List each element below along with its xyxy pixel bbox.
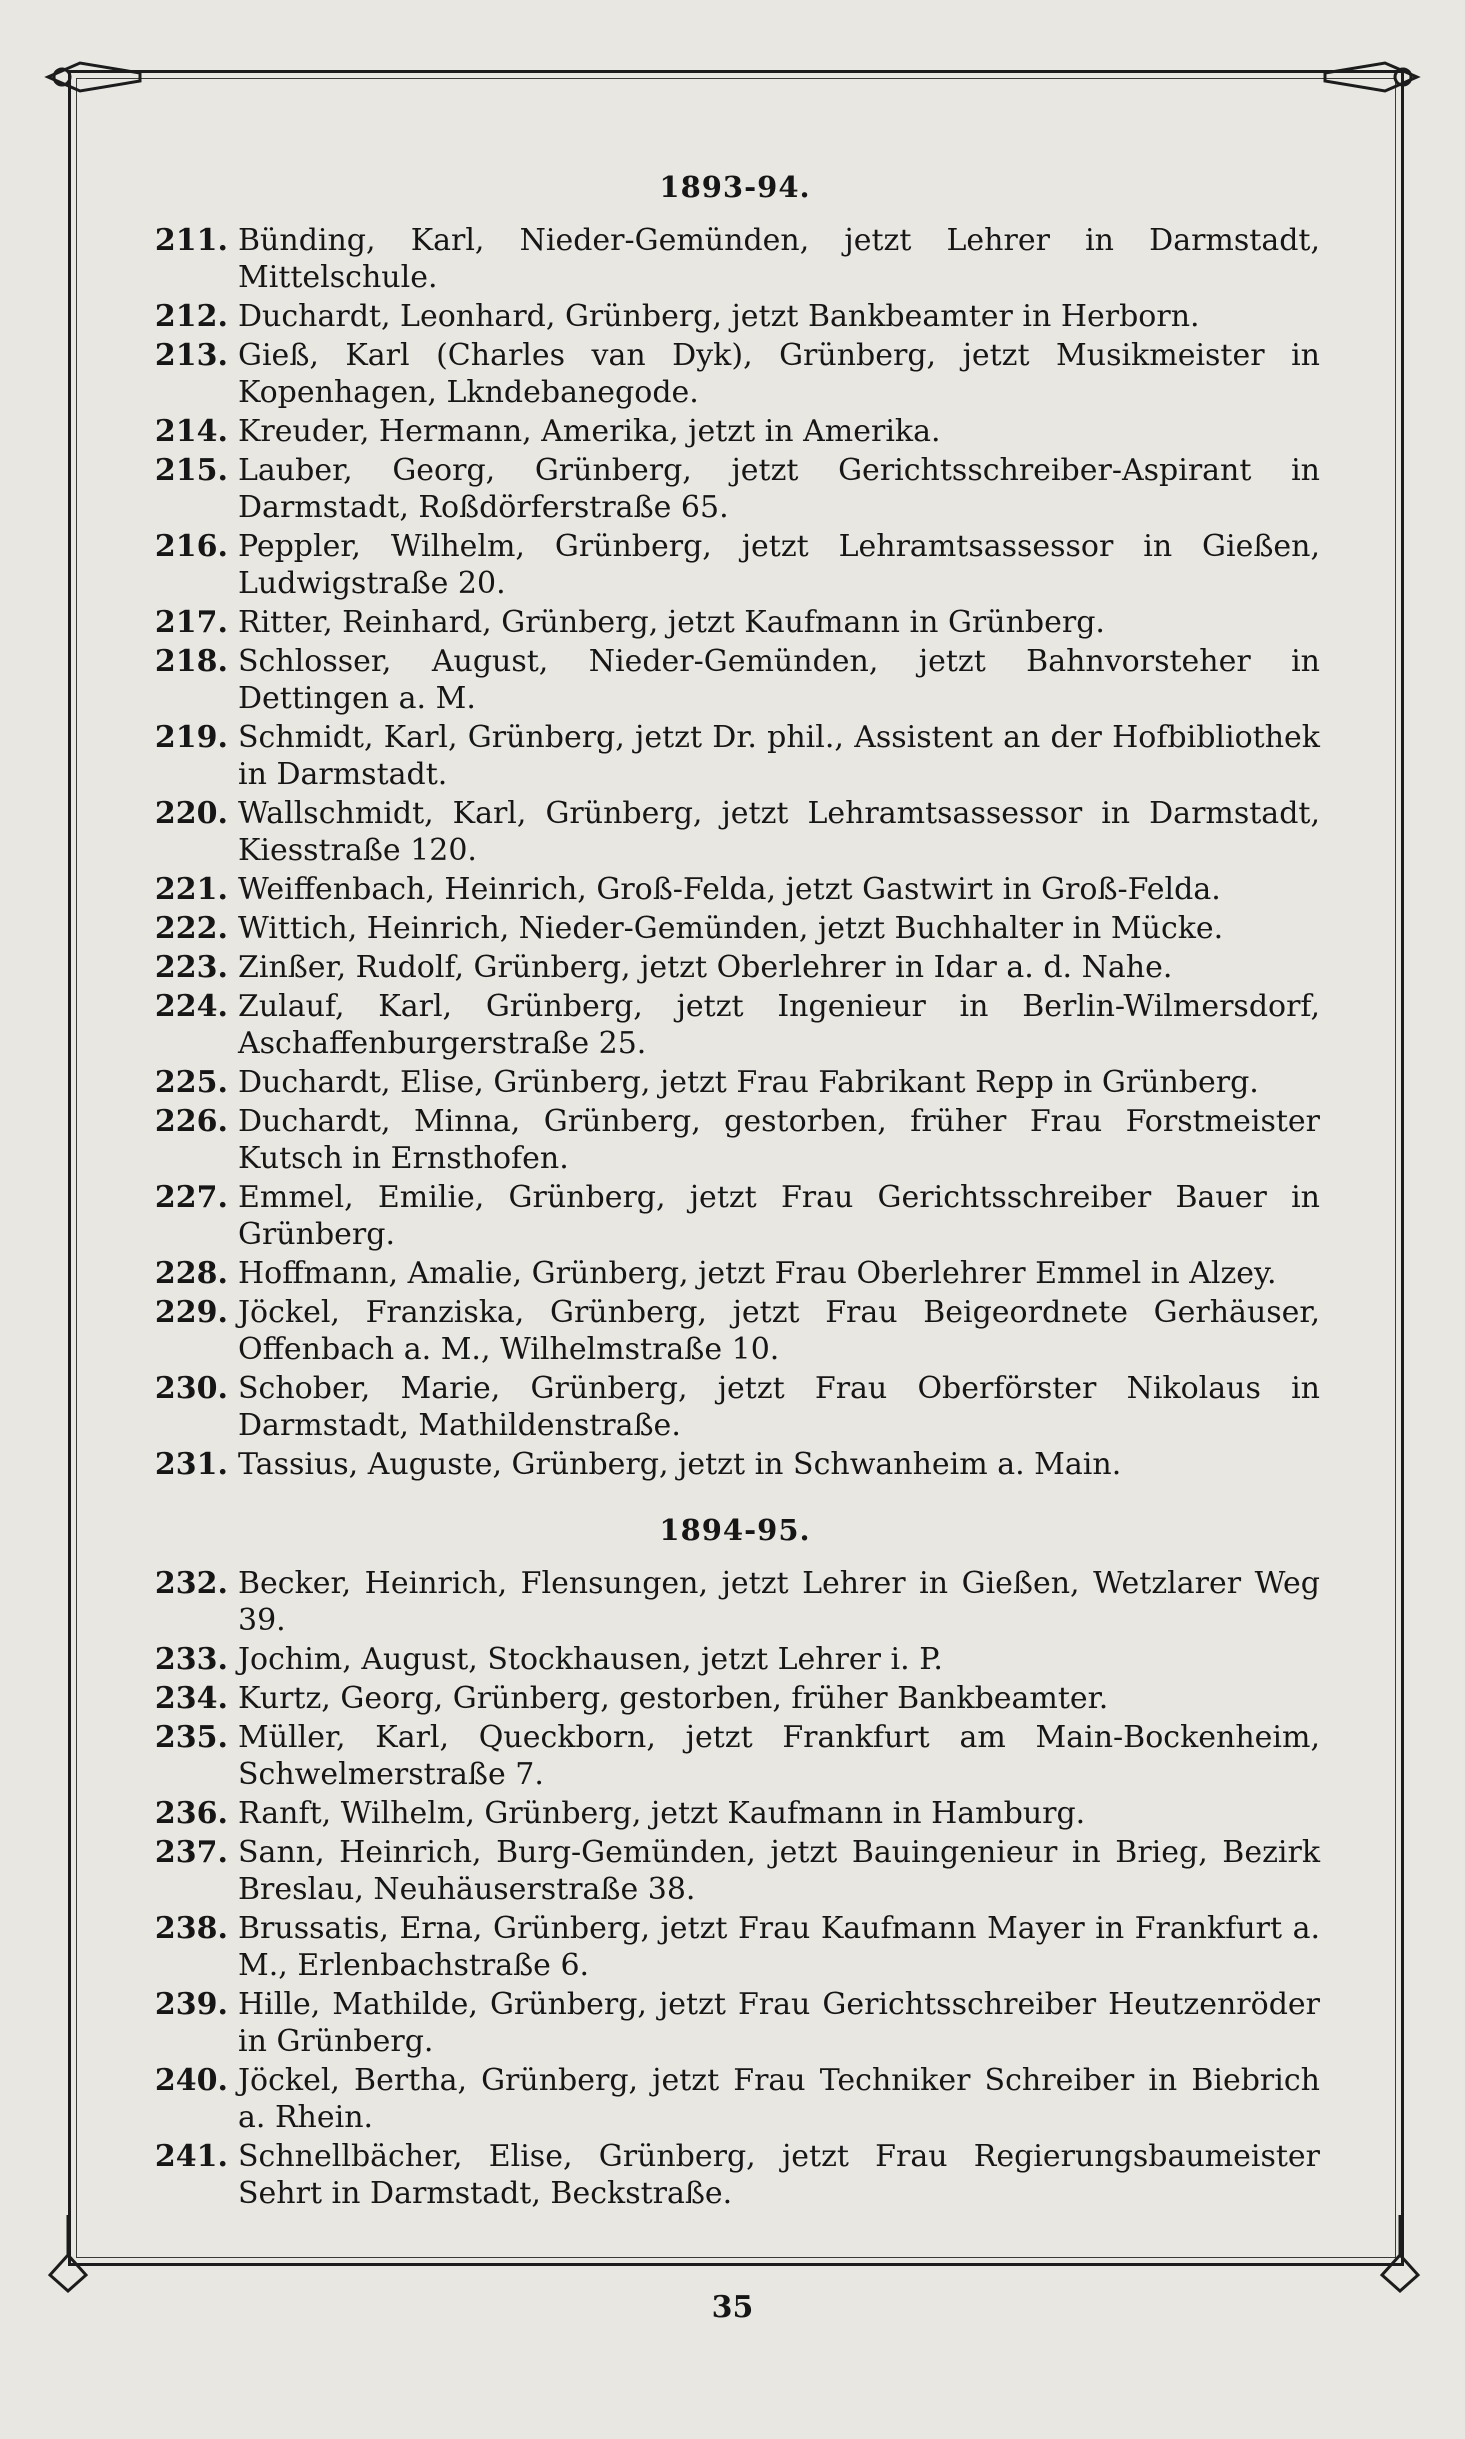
- ornament-bottom-right-icon: [1330, 2215, 1440, 2295]
- list-item: [150, 1446, 1320, 1483]
- entry-number: 233.: [154, 1642, 228, 1677]
- entry-text: Becker, Heinrich, Flensungen, jetzt Lehrer in Gießen, Wetzlarer Weg 39.: [238, 1566, 1320, 1638]
- list-item: [150, 871, 1320, 908]
- list-item: [150, 1641, 1320, 1678]
- entry-number: 215.: [154, 453, 228, 488]
- list-item: [150, 1565, 1320, 1639]
- entry-text: Wallschmidt, Karl, Grünberg, jetzt Lehramtsassessor in Darmstadt, Kiesstraße 120.: [238, 796, 1320, 868]
- entry-number: 211.: [154, 223, 228, 258]
- entry-number: 236.: [154, 1796, 228, 1831]
- entry-text: Zulauf, Karl, Grünberg, jetzt Ingenieur in Berlin-Wilmersdorf, Aschaffenburgerstraße 25.: [238, 989, 1320, 1061]
- entry-number: 216.: [154, 529, 228, 564]
- entry-number: 224.: [154, 989, 228, 1024]
- entry-number: 232.: [154, 1566, 228, 1601]
- list-item: [150, 1064, 1320, 1101]
- entry-number: 227.: [154, 1180, 228, 1215]
- entry-text: Gieß, Karl (Charles van Dyk), Grünberg, jetzt Musikmeister in Kopenhagen, Lkndebanegode.: [238, 338, 1320, 410]
- entry-text: Lauber, Georg, Grünberg, jetzt Gerichtsschreiber-Aspirant in Darmstadt, Roßdörferstraße 65.: [238, 453, 1320, 525]
- entry-text: Brussatis, Erna, Grünberg, jetzt Frau Kaufmann Mayer in Frankfurt a. M., Erlenbachstraße 6.: [238, 1911, 1320, 1983]
- entry-number: 223.: [154, 950, 228, 985]
- list-item: [150, 1294, 1320, 1368]
- entry-text: Zinßer, Rudolf, Grünberg, jetzt Oberlehrer in Idar a. d. Nahe.: [238, 950, 1173, 985]
- entry-text: Bünding, Karl, Nieder-Gemünden, jetzt Lehrer in Darmstadt, Mittelschule.: [238, 223, 1320, 295]
- entry-number: 213.: [154, 338, 228, 373]
- entry-text: Jöckel, Franziska, Grünberg, jetzt Frau Beigeordnete Gerhäuser, Offenbach a. M., Wilhelmstraße 10.: [238, 1295, 1320, 1367]
- entry-text: Emmel, Emilie, Grünberg, jetzt Frau Gerichtsschreiber Bauer in Grünberg.: [238, 1180, 1320, 1252]
- list-item: [150, 1370, 1320, 1444]
- entry-number: 217.: [154, 605, 228, 640]
- content-area: [150, 150, 1320, 2214]
- section-heading: 1894-95.: [659, 1513, 811, 1547]
- list-item: [150, 1255, 1320, 1292]
- entry-number: 230.: [154, 1371, 228, 1406]
- entry-text: Peppler, Wilhelm, Grünberg, jetzt Lehramtsassessor in Gießen, Ludwigstraße 20.: [238, 529, 1320, 601]
- list-item: [150, 795, 1320, 869]
- entry-number: 218.: [154, 644, 228, 679]
- entry-number: 241.: [154, 2139, 228, 2174]
- list-item: [150, 2062, 1320, 2136]
- entry-number: 220.: [154, 796, 228, 831]
- list-item: [150, 910, 1320, 947]
- entry-text: Müller, Karl, Queckborn, jetzt Frankfurt am Main-Bockenheim, Schwelmerstraße 7.: [238, 1720, 1320, 1792]
- ornament-top-right-icon: [1315, 55, 1425, 99]
- page-number: 35: [711, 2290, 754, 2325]
- list-item: [150, 298, 1320, 335]
- list-item: [150, 1834, 1320, 1908]
- entry-text: Ritter, Reinhard, Grünberg, jetzt Kaufmann in Grünberg.: [238, 605, 1105, 640]
- entry-number: 235.: [154, 1720, 228, 1755]
- entry-text: Weiffenbach, Heinrich, Groß-Felda, jetzt Gastwirt in Groß-Felda.: [238, 872, 1221, 907]
- entry-text: Hoffmann, Amalie, Grünberg, jetzt Frau Oberlehrer Emmel in Alzey.: [238, 1256, 1277, 1291]
- entry-text: Sann, Heinrich, Burg-Gemünden, jetzt Bauingenieur in Brieg, Bezirk Breslau, Neuhäuserstraße 38.: [238, 1835, 1320, 1907]
- entry-text: Jöckel, Bertha, Grünberg, jetzt Frau Techniker Schreiber in Biebrich a. Rhein.: [238, 2063, 1320, 2135]
- list-item: [150, 604, 1320, 641]
- entry-text: Schmidt, Karl, Grünberg, jetzt Dr. phil., Assistent an der Hofbibliothek in Darmstadt.: [238, 720, 1320, 792]
- section-heading: 1893-94.: [659, 170, 811, 204]
- entry-number: 237.: [154, 1835, 228, 1870]
- entry-number: 229.: [154, 1295, 228, 1330]
- entry-number: 238.: [154, 1911, 228, 1946]
- list-item: [150, 452, 1320, 526]
- list-item: [150, 719, 1320, 793]
- entry-number: 214.: [154, 414, 228, 449]
- list-item: [150, 2138, 1320, 2212]
- entry-text: Tassius, Auguste, Grünberg, jetzt in Schwanheim a. Main.: [238, 1447, 1122, 1482]
- entry-text: Hille, Mathilde, Grünberg, jetzt Frau Gerichtsschreiber Heutzenröder in Grünberg.: [238, 1987, 1320, 2059]
- entry-number: 221.: [154, 872, 228, 907]
- list-item: [150, 413, 1320, 450]
- entry-text: Kreuder, Hermann, Amerika, jetzt in Amerika.: [238, 414, 941, 449]
- entry-text: Wittich, Heinrich, Nieder-Gemünden, jetzt Buchhalter in Mücke.: [238, 911, 1224, 946]
- list-item: [150, 1179, 1320, 1253]
- entry-number: 234.: [154, 1681, 228, 1716]
- entry-number: 228.: [154, 1256, 228, 1291]
- list-item: [150, 1719, 1320, 1793]
- entry-text: Ranft, Wilhelm, Grünberg, jetzt Kaufmann in Hamburg.: [238, 1796, 1086, 1831]
- entry-number: 222.: [154, 911, 228, 946]
- list-item: [150, 528, 1320, 602]
- list-item: [150, 988, 1320, 1062]
- ornament-bottom-left-icon: [40, 2215, 150, 2295]
- ornament-top-left-icon: [40, 55, 150, 99]
- list-item: [150, 1795, 1320, 1832]
- entry-number: 231.: [154, 1447, 228, 1482]
- entry-number: 219.: [154, 720, 228, 755]
- list-item: [150, 1680, 1320, 1717]
- entry-number: 225.: [154, 1065, 228, 1100]
- entry-text: Jochim, August, Stockhausen, jetzt Lehrer i. P.: [238, 1642, 943, 1677]
- list-item: [150, 1103, 1320, 1177]
- entry-number: 239.: [154, 1987, 228, 2022]
- entry-text: Schnellbächer, Elise, Grünberg, jetzt Frau Regierungsbaumeister Sehrt in Darmstadt, Beckstraße.: [238, 2139, 1320, 2211]
- list-item: [150, 643, 1320, 717]
- entry-number: 212.: [154, 299, 228, 334]
- entry-text: Duchardt, Leonhard, Grünberg, jetzt Bankbeamter in Herborn.: [238, 299, 1200, 334]
- list-item: [150, 222, 1320, 296]
- entry-text: Schlosser, August, Nieder-Gemünden, jetzt Bahnvorsteher in Dettingen a. M.: [238, 644, 1320, 716]
- list-item: [150, 949, 1320, 986]
- entry-text: Kurtz, Georg, Grünberg, gestorben, früher Bankbeamter.: [238, 1681, 1109, 1716]
- entry-number: 240.: [154, 2063, 228, 2098]
- entry-text: Duchardt, Minna, Grünberg, gestorben, früher Frau Forstmeister Kutsch in Ernsthofen.: [238, 1104, 1320, 1176]
- entry-text: Schober, Marie, Grünberg, jetzt Frau Oberförster Nikolaus in Darmstadt, Mathildenstraße.: [238, 1371, 1320, 1443]
- list-item: [150, 337, 1320, 411]
- entry-number: 226.: [154, 1104, 228, 1139]
- list-item: [150, 1986, 1320, 2060]
- list-item: [150, 1910, 1320, 1984]
- entry-text: Duchardt, Elise, Grünberg, jetzt Frau Fabrikant Repp in Grünberg.: [238, 1065, 1259, 1100]
